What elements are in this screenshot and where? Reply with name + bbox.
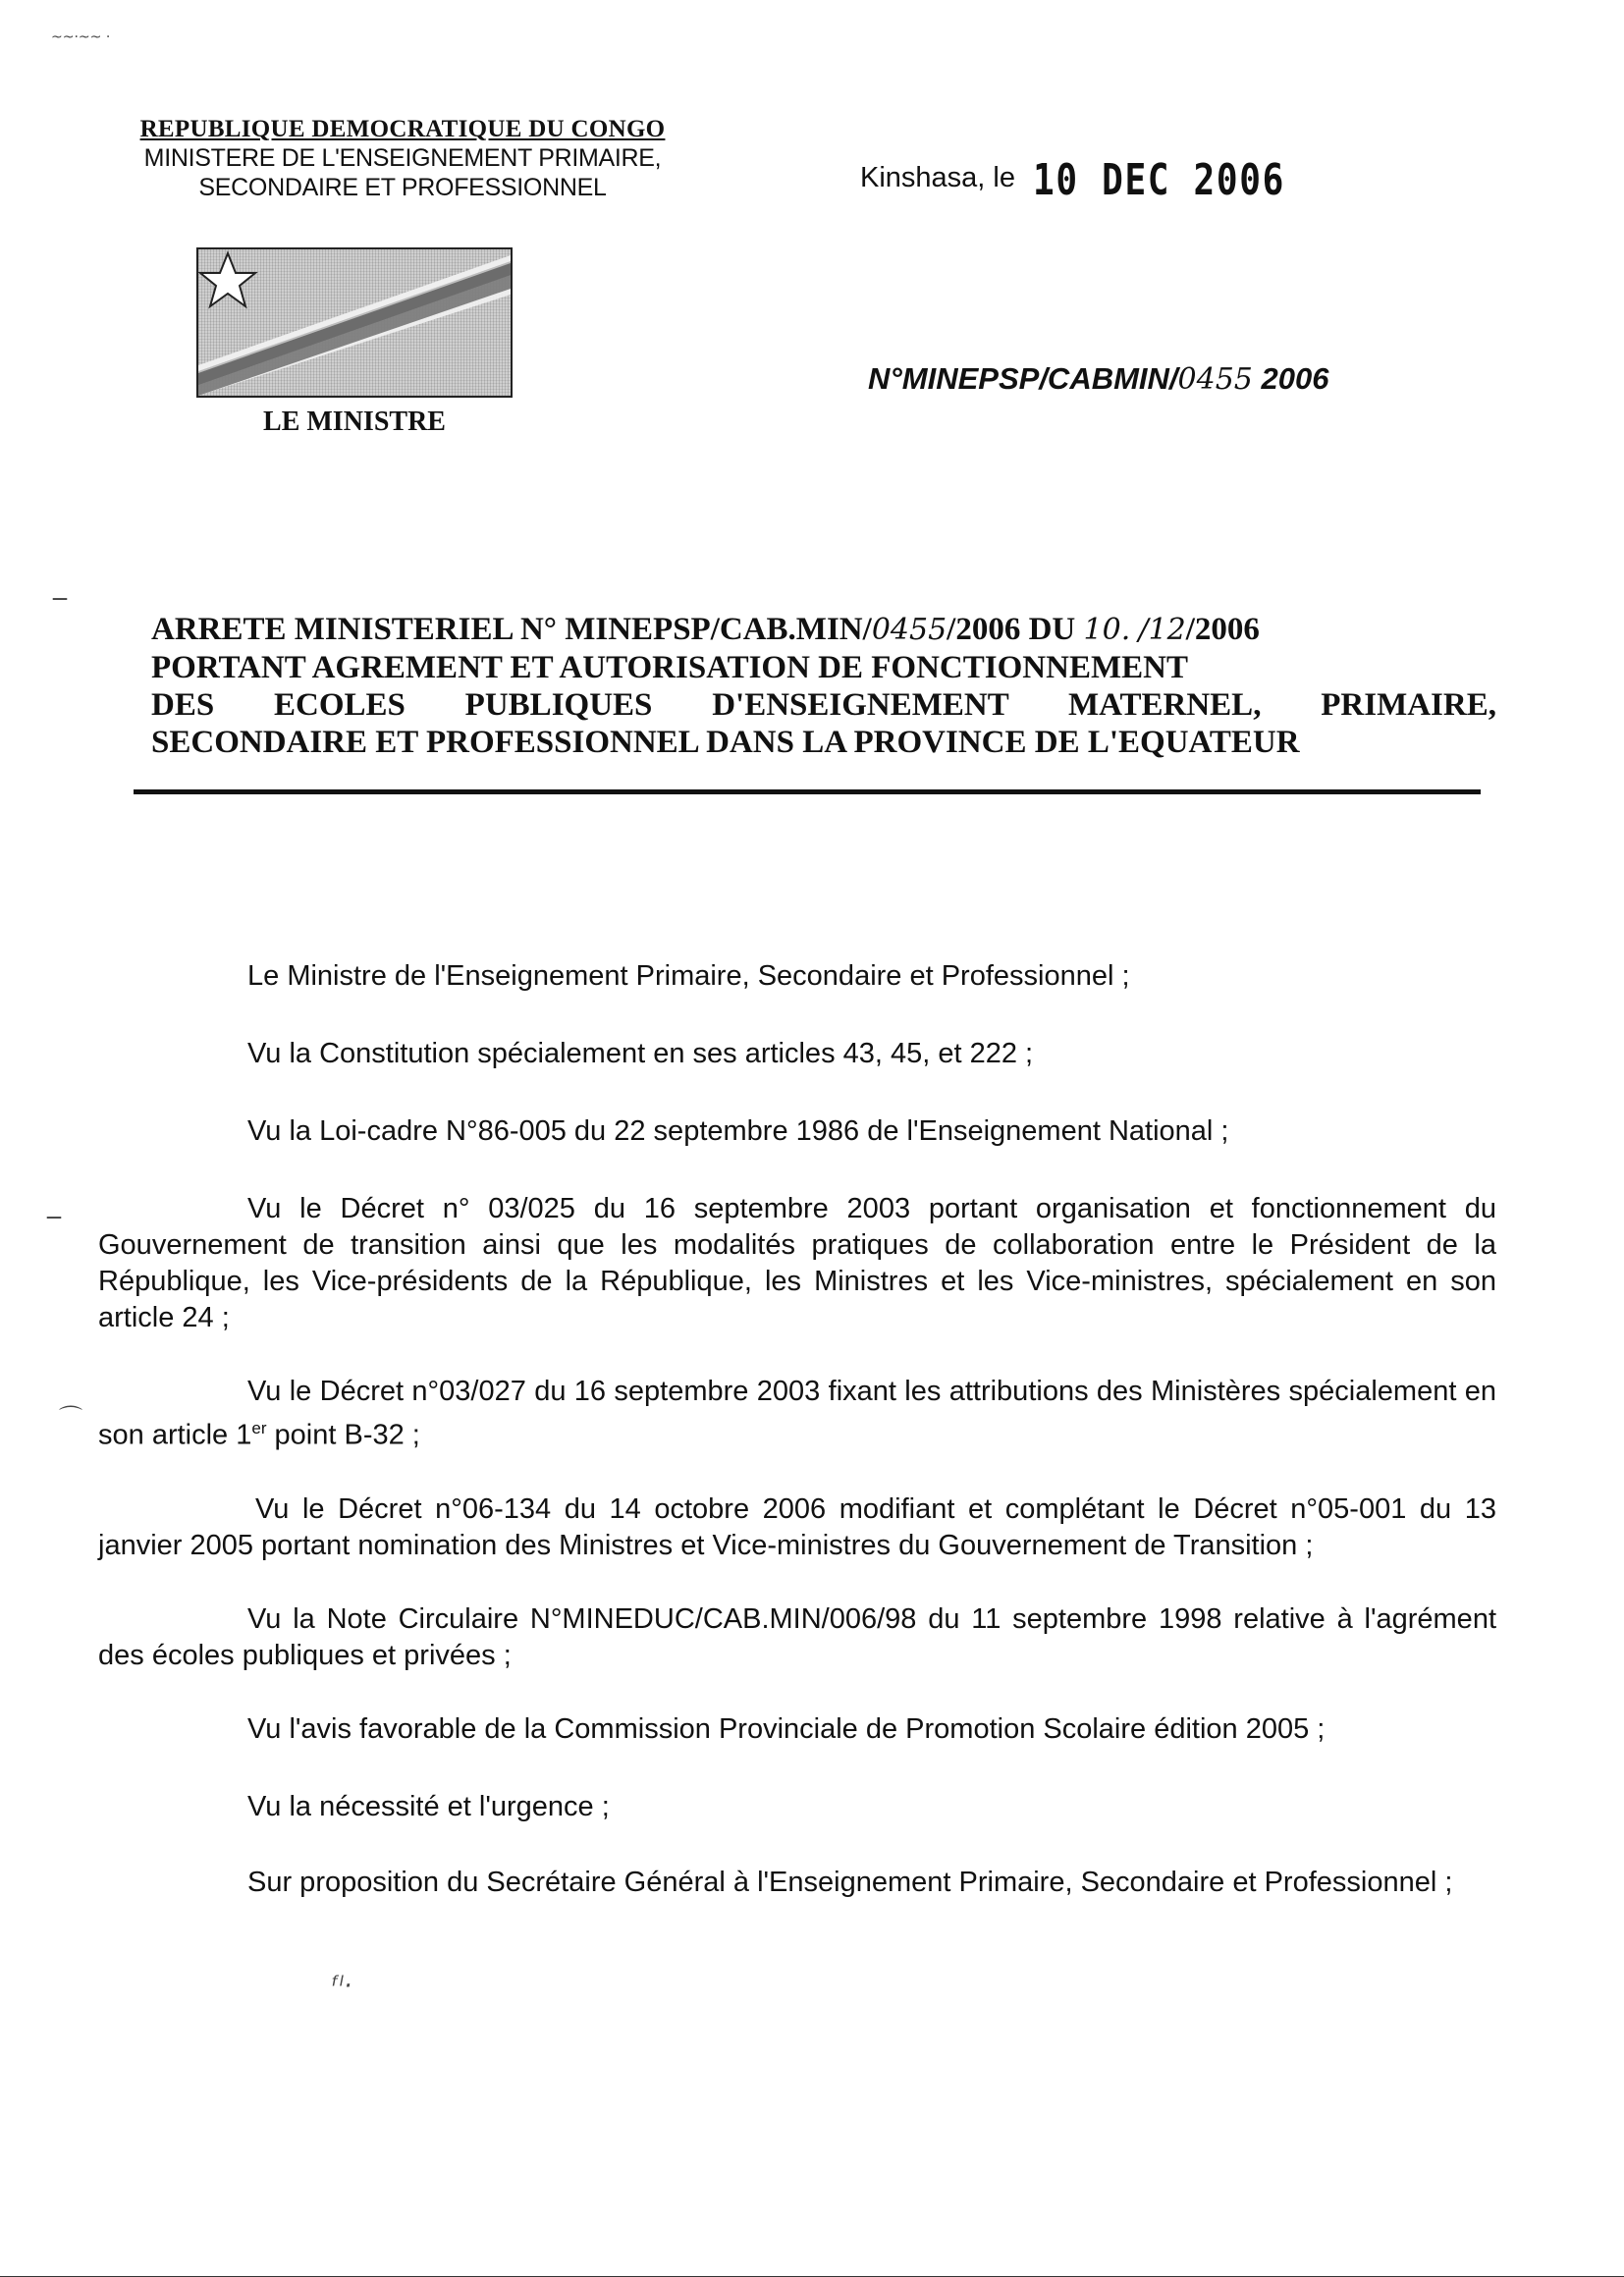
star-icon xyxy=(200,253,255,306)
header-institution xyxy=(98,116,707,202)
flag-emblem xyxy=(198,249,511,396)
body-paragraph-decret-03-027 xyxy=(98,1374,1496,1454)
title-line-3: DES ECOLES PUBLIQUES D'ENSEIGNEMENT MATERNEL, PRIMAIRE, xyxy=(151,687,1496,723)
title-handwritten-day: 10. xyxy=(1083,613,1131,647)
date-stamp: 10 DEC 2006 xyxy=(1033,155,1285,205)
reference-handwritten-number: 0455 xyxy=(1177,362,1253,397)
body-paragraph-avis: Vu l'avis favorable de la Commission Provinciale de Promotion Scolaire édition 2005 ; xyxy=(247,1712,1326,1745)
body-paragraph-minister: Le Ministre de l'Enseignement Primaire, Secondaire et Professionnel ; xyxy=(247,960,1130,992)
reference-number xyxy=(868,361,1328,397)
body-paragraph-decret-03-025: Vu le Décret n° 03/025 du 16 septembre 2003 portant organisation et fonctionnement du Gouvernement de transition ainsi que les modalités pratiques de collaboration entre le Président de la République, les Vice-présidents de la République, les Ministres et les Vice-ministres, spécialement en son article 24 ; xyxy=(98,1193,1496,1333)
reference-prefix: N°MINEPSP/CABMIN/ xyxy=(868,361,1178,396)
decree-body xyxy=(98,958,1496,1901)
title-underline xyxy=(134,789,1481,794)
ministry-name-line1: MINISTERE DE L'ENSEIGNEMENT PRIMAIRE, xyxy=(143,144,662,172)
republic-name: REPUBLIQUE DEMOCRATIQUE DU CONGO xyxy=(139,116,666,142)
scan-mark: ~~·~~ · xyxy=(51,29,111,45)
p5-text-before: Vu le Décret n°03/027 du 16 septembre 2003 fixant les attributions des Ministères spécialement en son article 1 xyxy=(98,1376,1496,1451)
title-handwritten-number: 0455 xyxy=(871,613,947,647)
ministry-name-line2: SECONDAIRE ET PROFESSIONNEL xyxy=(198,174,607,201)
title-handwritten-month: /12 xyxy=(1138,613,1186,647)
scan-mark: ‾ xyxy=(47,1212,61,1244)
body-paragraph-constitution: Vu la Constitution spécialement en ses articles 43, 45, et 222 ; xyxy=(247,1038,1034,1069)
scan-mark: ⌒ xyxy=(59,1404,82,1432)
title-decree-mid: /2006 DU xyxy=(947,612,1076,647)
reference-year: 2006 xyxy=(1261,361,1329,396)
date-line xyxy=(860,155,1340,205)
initials-mark: ᶠˡ· xyxy=(332,1972,352,2001)
body-paragraph-loi-cadre: Vu la Loi-cadre N°86-005 du 22 septembre 1986 de l'Enseignement National ; xyxy=(247,1115,1229,1147)
title-line-1 xyxy=(151,611,1496,649)
date-prefix: Kinshasa, le xyxy=(860,162,1015,193)
body-paragraph-proposition: Sur proposition du Secrétaire Général à l'Enseignement Primaire, Secondaire et Professionnel ; xyxy=(247,1866,1453,1898)
body-paragraph-note-circulaire: Vu la Note Circulaire N°MINEDUC/CAB.MIN/006/98 du 11 septembre 1998 relative à l'agrément des écoles publiques et privées ; xyxy=(98,1602,1496,1671)
scan-mark: ‾ xyxy=(53,593,67,625)
title-decree-year: /2006 xyxy=(1185,612,1260,647)
title-line-2: PORTANT AGREMENT ET AUTORISATION DE FONCTIONNEMENT xyxy=(151,650,1188,685)
p5-text-after: point B-32 ; xyxy=(266,1419,420,1451)
title-decree-prefix: ARRETE MINISTERIEL N° MINEPSP/CAB.MIN/ xyxy=(151,612,872,647)
body-paragraph-urgence: Vu la nécessité et l'urgence ; xyxy=(247,1790,610,1822)
minister-label: LE MINISTRE xyxy=(263,407,446,437)
body-paragraph-decret-06-134: Vu le Décret n°06-134 du 14 octobre 2006 modifiant et complétant le Décret n°05-001 du 13 janvier 2005 portant nomination des Ministres et Vice-ministres du Gouvernement de Transition ; xyxy=(98,1492,1496,1561)
decree-title xyxy=(151,611,1496,761)
national-flag xyxy=(196,247,513,398)
p5-superscript: er xyxy=(251,1419,267,1437)
title-line-4: SECONDAIRE ET PROFESSIONNEL DANS LA PROVINCE DE L'EQUATEUR xyxy=(151,725,1300,760)
